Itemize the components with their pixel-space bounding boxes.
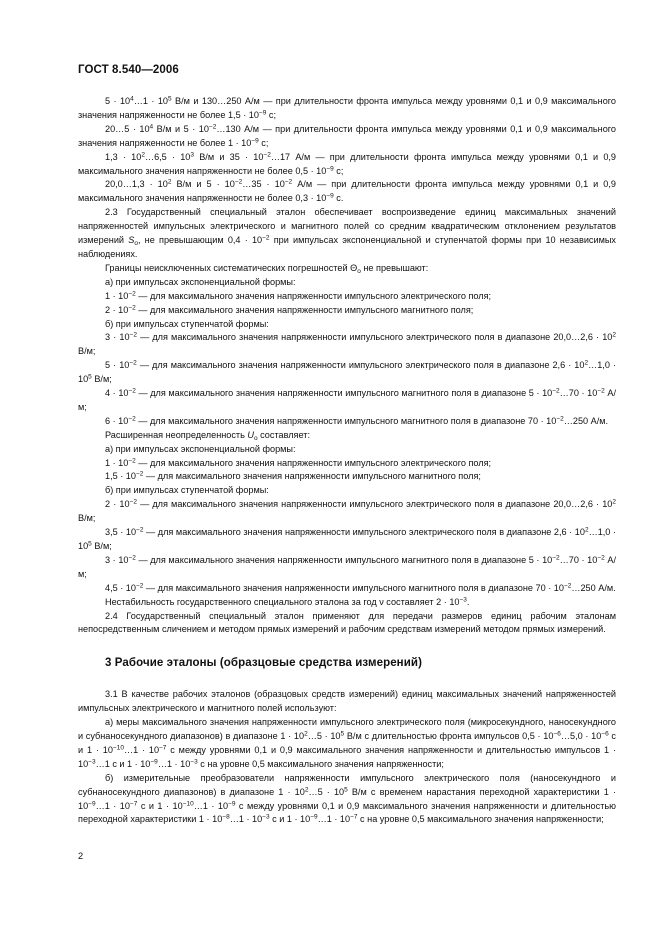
paragraph: $4,5 \cdot 10^{-2}$ — для максимального значения напряженности импульсного магнитного поля в диапазоне $70 \cdot 10^{-2}\dots 250$ А/м. bbox=[105, 582, 616, 593]
paragraph: $5 \cdot 10^{-2}$ — для максимального значения напряженности импульсного электрического поля в диапазоне $2,6 \cdot 10^2\dots 1,0 \cdot 10^5$ В/м; bbox=[78, 359, 617, 385]
paragraph: а) при импульсах экспоненциальной формы: bbox=[105, 443, 296, 454]
paragraph: $3 \cdot 10^{-2}$ — для максимального значения напряженности импульсного электрического поля в диапазоне 20,0…2,6 · $10^2$ В/м; bbox=[78, 331, 616, 357]
paragraph: 20,0…1,3 · $10^2$ В/м и $5 \cdot 10^{-2}\dots 35 \cdot 10^{-2}$ А/м — при длительности фронта импульса между уровнями 0,1 и 0,9 максимального значения напряженности не более $0,3 \cdot 10^{-9}$ с. bbox=[78, 178, 616, 204]
paragraph: а) при импульсах экспоненциальной формы: bbox=[105, 276, 296, 287]
paragraph: а) меры максимального значения напряженности импульсного электрического поля (микросекундного, наносекундного и субнаносекундного диапазонов) в диапазоне $1 \cdot 10^2\dots 5 \cdot 10^5$ В/м с длительностью фронта импульсов $0,5 \cdot 10^{-6}\dots 5,0 \cdot 10^{-6}$ с и $1 \cdot 10^{-10}\dots 1 \cdot 10^{-7}$ с между уровнями 0,1 и 0,9 максимального значения напряженности и длительностью импульсов $1 \cdot 10^{-3}\dots 1$ с и $1 \cdot 10^{-9}\dots 1 \cdot 10^{-3}$ с на уровне 0,5 максимального значения напряженности; bbox=[78, 717, 616, 769]
paragraph: $1 \cdot 10^{-2}$ — для максимального значения напряженности импульсного электрического поля; bbox=[105, 457, 492, 468]
paragraph: 2.3 Государственный специальный эталон обеспечивает воспроизведение единиц максимальных значений напряженностей импульсных электрического и магнитного полей со средним квадратическим отклонением результатов измерений $S_о$, не превышающим $0,4 \cdot 10^{-2}$ при импульсах экспоненциальной и ступенчатой формы при 10 независимых наблюдениях. bbox=[78, 207, 616, 259]
clause-3-1 bbox=[78, 688, 616, 827]
paragraph: б) при импульсах ступенчатой формы: bbox=[105, 318, 269, 329]
paragraph: $4 \cdot 10^{-2}$ — для максимального значения напряженности импульсного магнитного поля в диапазоне $5 \cdot 10^{-2}\dots 70 \cdot 10^{-2}$ А/м; bbox=[78, 387, 616, 412]
paragraph: Нестабильность государственного специального эталона за год ν составляет $2 \cdot 10^{-3}$. bbox=[105, 596, 470, 607]
paragraph: $2 \cdot 10^{-2}$ — для максимального значения напряженности импульсного магнитного поля; bbox=[105, 304, 474, 315]
paragraph: $3 \cdot 10^{-2}$ — для максимального значения напряженности импульсного магнитного поля в диапазоне $5 \cdot 10^{-2}\dots 70 \cdot 10^{-2}$ А/м; bbox=[78, 554, 616, 579]
paragraph: $1,3 \cdot 10^2\dots 6,5 \cdot 10^3$ В/м и $35 \cdot 10^{-2}\dots 17$ А/м — при длительности фронта импульса между уровнями 0,1 и 0,9 максимального значения напряженности не более $0,5 \cdot 10^{-9}$ с; bbox=[78, 151, 616, 176]
paragraph: 20…5 · $10^4$ В/м и $5 \cdot 10^{-2}\dots 130$ А/м — при длительности фронта импульса между уровнями 0,1 и 0,9 максимального значения напряженности не более $1 \cdot 10^{-9}$ с; bbox=[78, 123, 616, 148]
section-3-title: 3 Рабочие эталоны (образцовые средства измерений) bbox=[105, 657, 422, 670]
paragraph: б) измерительные преобразователи напряженности импульсного электрического поля (наносекундного и субнаносекундного диапазонов) в диапазоне $1 \cdot 10^2\dots 5 \cdot 10^5$ В/м с временем нарастания переходной характеристики $1 \cdot 10^{-9}\dots 1 \cdot 10^{-7}$ с и $1 \cdot 10^{-10}\dots 1 \cdot 10^{-9}$ с между уровнями 0,1 и 0,9 максимального значения напряженности и длительностью переходной характеристики $1 \cdot 10^{-8}\dots 1 \cdot 10^{-3}$ с и $1 \cdot 10^{-9}\dots 1 \cdot 10^{-7}$ с на уровне 0,5 максимального значения напряженности; bbox=[78, 772, 616, 825]
paragraph: $1,5 \cdot 10^{-2}$ — для максимального значения напряженности импульсного магнитного поля; bbox=[105, 470, 481, 482]
paragraph: $1 \cdot 10^{-2}$ — для максимального значения напряженности импульсного электрического поля; bbox=[105, 290, 492, 301]
document-body bbox=[78, 95, 616, 827]
paragraph: $6 \cdot 10^{-2}$ — для максимального значения напряженности импульсного магнитного поля в диапазоне $70 \cdot 10^{-2}\dots 250$ А/м. bbox=[105, 415, 609, 426]
paragraph: $3,5 \cdot 10^{-2}$ — для максимального значения напряженности импульсного электрического поля в диапазоне $2,6 \cdot 10^2\dots 1,0 \cdot 10^5$ В/м; bbox=[78, 526, 616, 551]
paragraph: 3.1 В качестве рабочих эталонов (образцовых средств измерений) единиц максимальных значений напряженностей импульсных электрического и магнитного полей используют: bbox=[78, 689, 616, 714]
clause-2-2-2-4 bbox=[78, 95, 616, 637]
paragraph: 2.4 Государственный специальный эталон применяют для передачи размеров единиц рабочим эталонам непосредственным сличением и методом прямых измерений и рабочим средствам измерений методом прямых измерений. bbox=[78, 610, 616, 635]
paragraph: б) при импульсах ступенчатой формы: bbox=[105, 485, 269, 496]
page-number: 2 bbox=[78, 851, 84, 861]
document-header: ГОСТ 8.540—2006 bbox=[78, 64, 179, 76]
paragraph: Расширенная неопределенность $U_о$ составляет: bbox=[105, 429, 310, 442]
paragraph: $2 \cdot 10^{-2}$ — для максимального значения напряженности импульсного электрического поля в диапазоне 20,0…2,6 · $10^2$ В/м; bbox=[78, 498, 616, 524]
paragraph: Границы неисключенных систематических погрешностей $\Theta_о$ не превышают: bbox=[105, 262, 429, 275]
paragraph: $5 \cdot 10^4\dots 1 \cdot 10^5$ В/м и 130…250 А/м — при длительности фронта импульса между уровнями 0,1 и 0,9 максимального значения напряженности не более $1,5 \cdot 10^{-9}$ с; bbox=[78, 95, 616, 120]
